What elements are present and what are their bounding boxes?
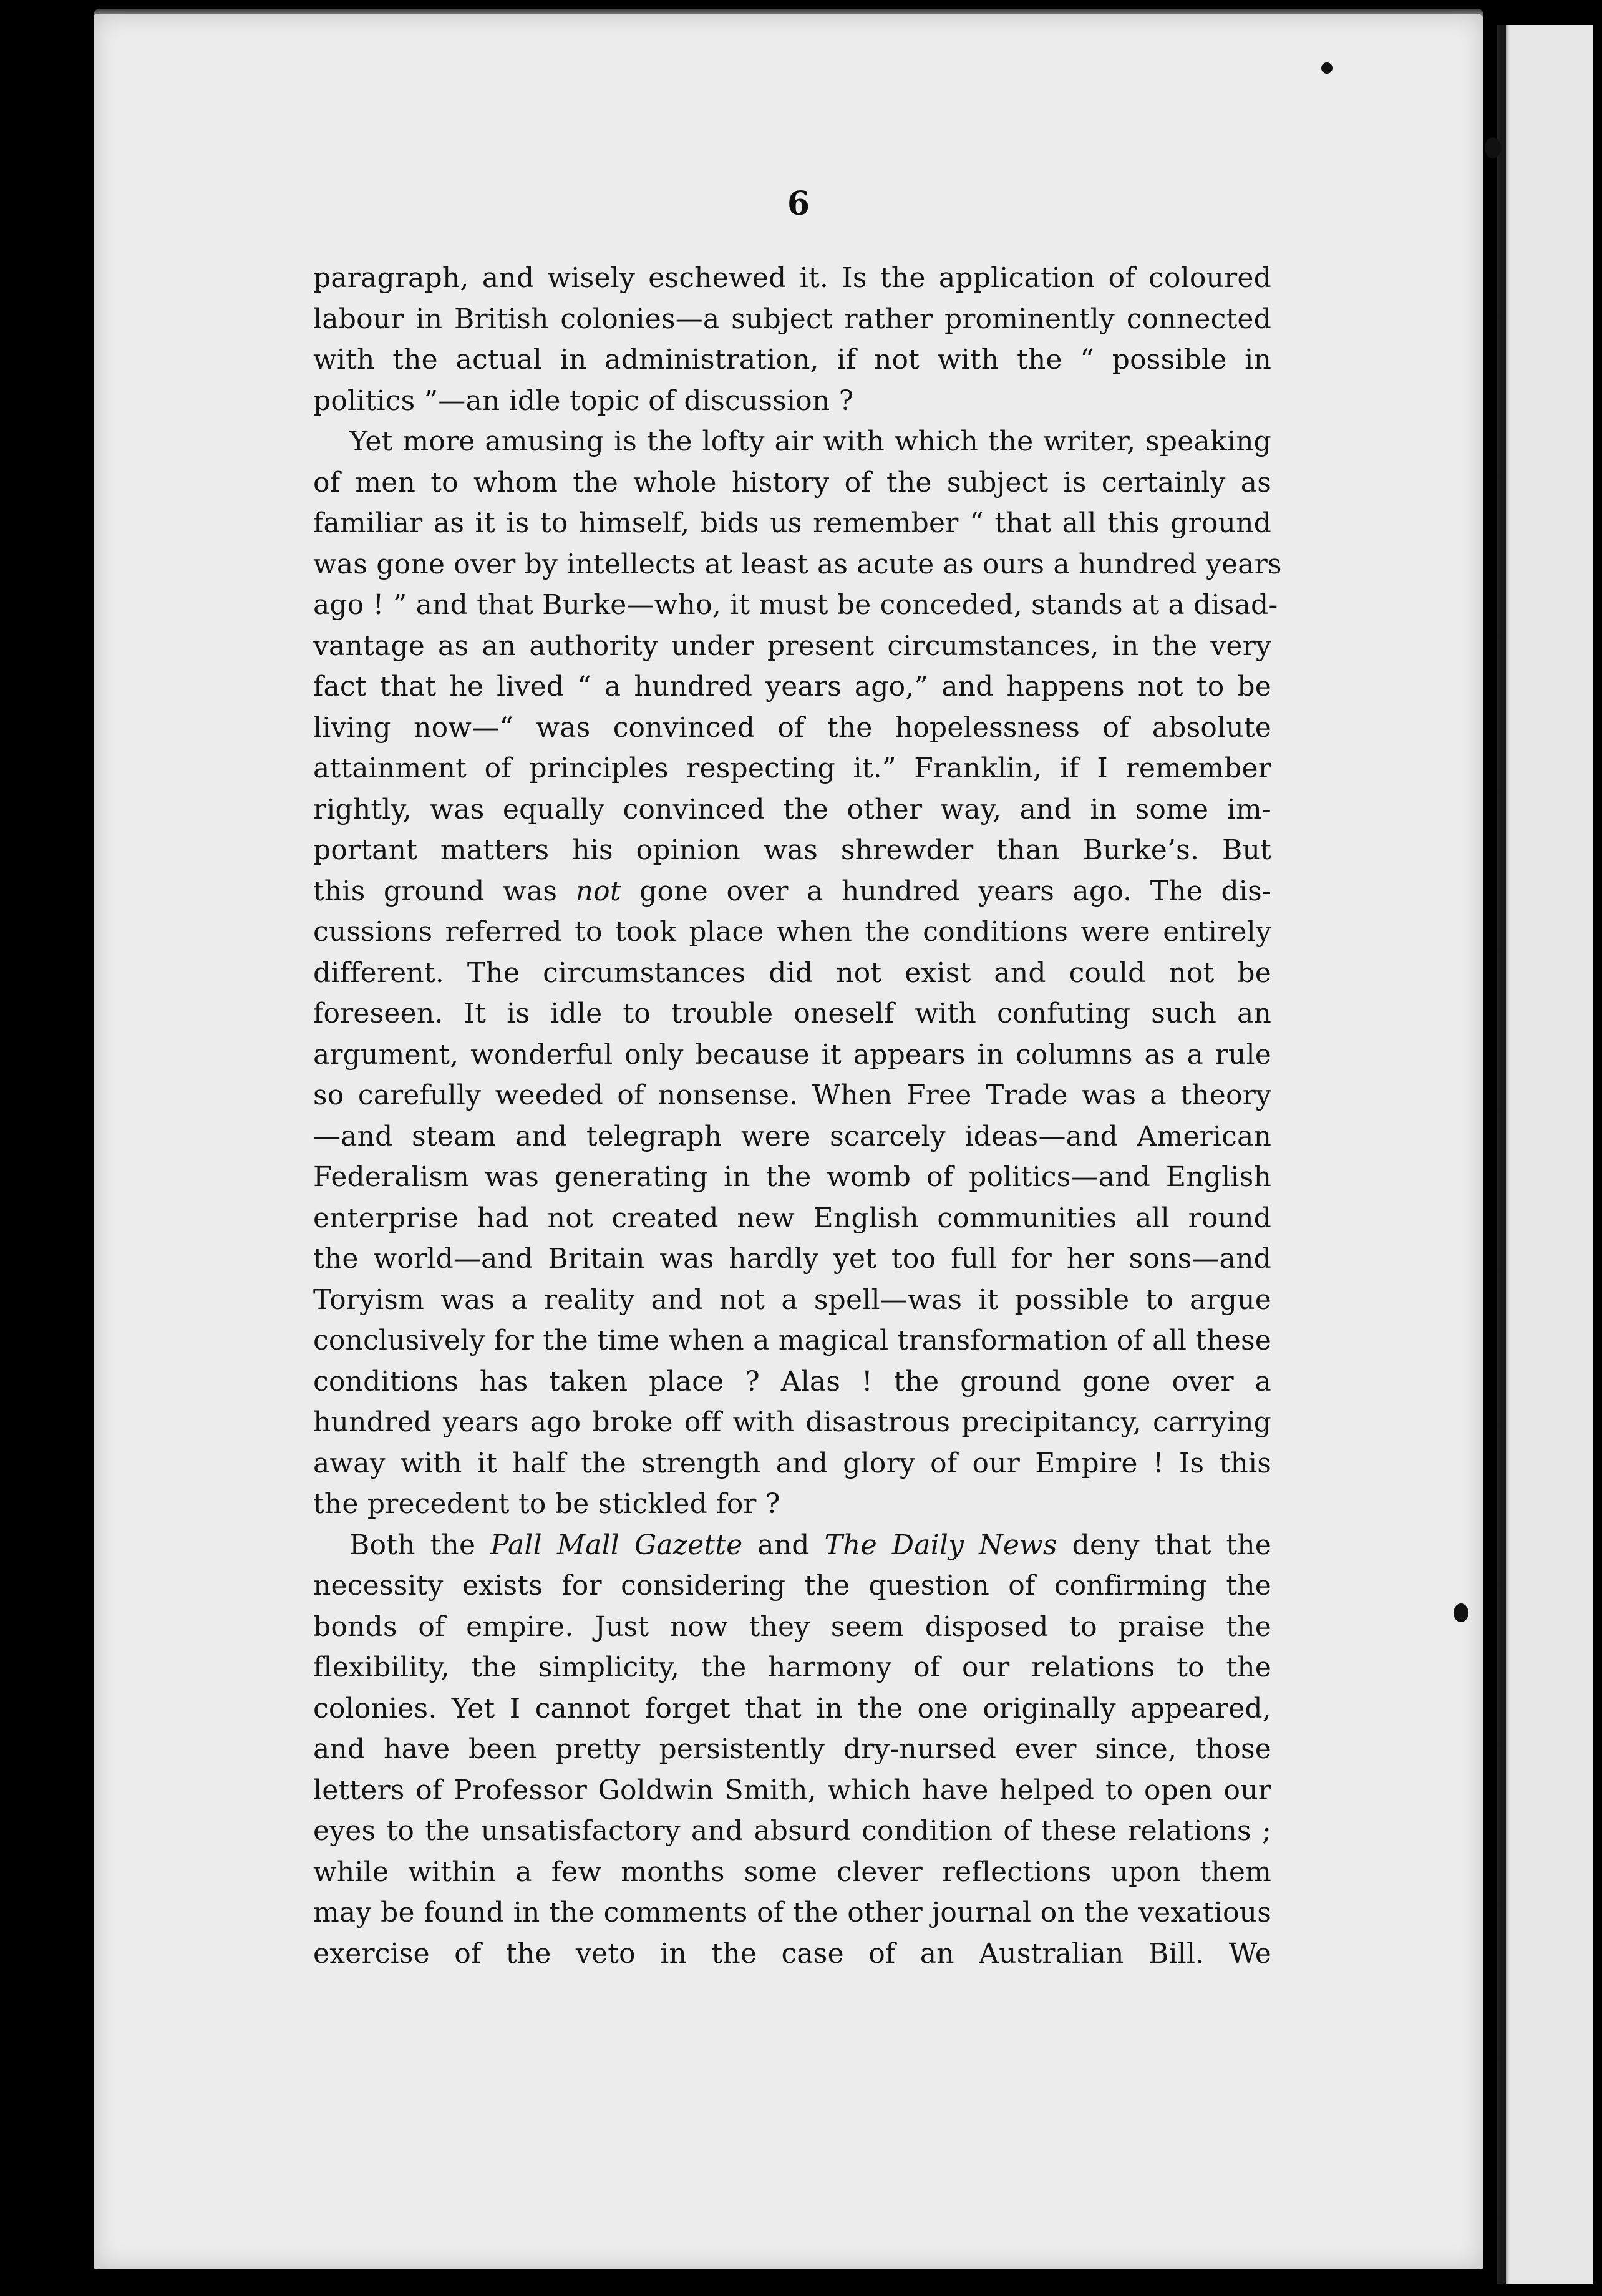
page-number: 6 bbox=[787, 185, 810, 223]
text-line: exercise of the veto in the case of an Australian Bill. We bbox=[313, 1937, 1271, 1970]
text-line: ago ! ” and that Burke—who, it must be conceded, stands at a disad- bbox=[313, 589, 1278, 621]
text-line: colonies. Yet I cannot forget that in the one originally appeared, bbox=[313, 1692, 1271, 1724]
text-line: politics ”—an idle topic of discussion ? bbox=[313, 384, 854, 417]
text-line: this ground was not gone over a hundred years ago. The dis- bbox=[313, 875, 1272, 907]
text-line: away with it half the strength and glory of our Empire ! Is this bbox=[313, 1447, 1271, 1479]
adjacent-page-edge bbox=[1502, 25, 1593, 2284]
scan-speck bbox=[1454, 1603, 1468, 1622]
text-line: letters of Professor Goldwin Smith, which have helped to open our bbox=[313, 1774, 1271, 1806]
text-line: Both the Pall Mall Gazette and The Daily News deny that the bbox=[349, 1529, 1272, 1561]
text-line: and have been pretty persistently dry-nursed ever since, those bbox=[313, 1733, 1271, 1765]
text-line: conclusively for the time when a magical transformation of all these bbox=[313, 1325, 1271, 1356]
gutter-shadow bbox=[1497, 25, 1510, 2284]
scan-speck bbox=[1485, 137, 1501, 158]
text-line: fact that he lived “ a hundred years ago,” and happens not to be bbox=[313, 671, 1271, 703]
text-line: argument, wonderful only because it appears in columns as a rule bbox=[313, 1038, 1271, 1071]
text-line: —and steam and telegraph were scarcely ideas—and American bbox=[313, 1120, 1271, 1152]
text-line: living now—“ was convinced of the hopelessness of absolute bbox=[313, 711, 1271, 744]
text-line: the precedent to be stickled for ? bbox=[313, 1488, 780, 1520]
text-line: labour in British colonies—a subject rather prominently connected bbox=[313, 303, 1271, 335]
text-line: vantage as an authority under present circumstances, in the very bbox=[313, 630, 1271, 662]
text-line: flexibility, the simplicity, the harmony of our relations to the bbox=[313, 1651, 1271, 1683]
body-text bbox=[313, 258, 1282, 1974]
text-line: portant matters his opinion was shrewder than Burke’s. But bbox=[313, 834, 1271, 866]
text-line: cussions referred to took place when the conditions were entirely bbox=[313, 916, 1271, 948]
text-line: eyes to the unsatisfactory and absurd condition of these relations ; bbox=[313, 1815, 1271, 1847]
text-line: Federalism was generating in the womb of politics—and English bbox=[313, 1161, 1271, 1193]
text-line: foreseen. It is idle to trouble oneself with confuting such an bbox=[313, 998, 1271, 1029]
scan-speck bbox=[1321, 62, 1333, 74]
text-line: conditions has taken place ? Alas ! the ground gone over a bbox=[313, 1365, 1271, 1398]
text-line: was gone over by intellects at least as acute as ours a hundred years bbox=[313, 548, 1282, 580]
text-line: so carefully weeded of nonsense. When Free Trade was a theory bbox=[313, 1079, 1271, 1111]
text-line: paragraph, and wisely eschewed it. Is the application of coloured bbox=[313, 262, 1271, 294]
text-line: Yet more amusing is the lofty air with which the writer, speaking bbox=[349, 426, 1271, 457]
text-line: enterprise had not created new English communities all round bbox=[313, 1202, 1271, 1234]
text-line: hundred years ago broke off with disastrous precipitancy, carrying bbox=[313, 1406, 1271, 1438]
text-line: familiar as it is to himself, bids us remember “ that all this ground bbox=[313, 507, 1271, 539]
text-line: necessity exists for considering the question of confirming the bbox=[313, 1570, 1271, 1602]
text-line: while within a few months some clever reflections upon them bbox=[313, 1856, 1271, 1888]
text-line: rightly, was equally convinced the other way, and in some im- bbox=[313, 793, 1271, 825]
text-line: with the actual in administration, if not with the “ possible in bbox=[313, 344, 1271, 376]
text-line: different. The circumstances did not exist and could not be bbox=[313, 956, 1271, 989]
text-line: the world—and Britain was hardly yet too full for her sons—and bbox=[313, 1243, 1271, 1275]
text-line: attainment of principles respecting it.” Franklin, if I remember bbox=[313, 752, 1271, 784]
text-line: may be found in the comments of the other journal on the vexatious bbox=[313, 1897, 1271, 1929]
text-line: Toryism was a reality and not a spell—was it possible to argue bbox=[313, 1283, 1271, 1316]
text-line: bonds of empire. Just now they seem disposed to praise the bbox=[313, 1610, 1271, 1643]
text-line: of men to whom the whole history of the subject is certainly as bbox=[313, 466, 1271, 499]
